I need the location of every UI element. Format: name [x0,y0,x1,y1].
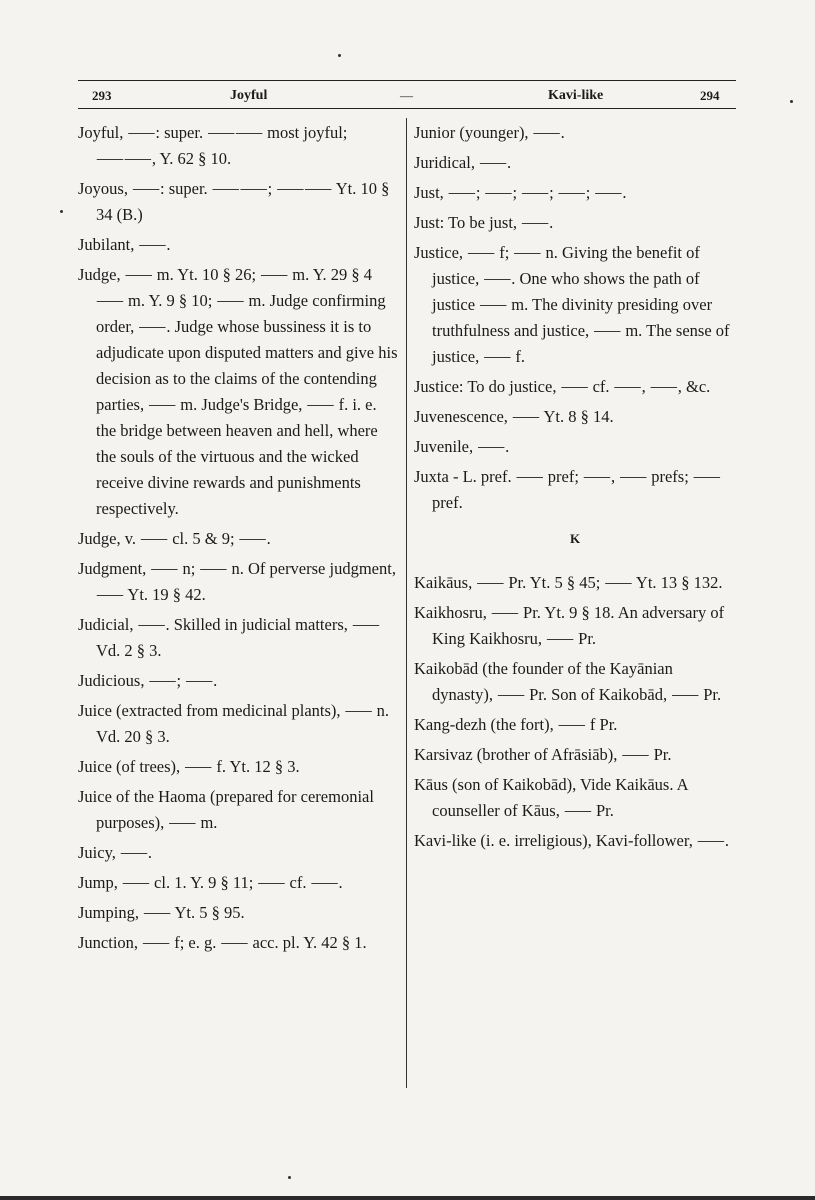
entry-karsivaz: Karsivaz (brother of Afrāsiāb), ⸺ Pr. [414,745,672,764]
entry-junior: Junior (younger), ⸺. [414,123,565,142]
entry-juice-trees: Juice (of trees), ⸺ f. Yt. 12 § 3. [78,757,300,776]
entry-juice-medicinal: Juice (extracted from medicinal plants), ⸺ n. Vd. 20 § 3. [78,701,390,746]
entry-judicial: Judicial, ⸺. Skilled in judicial matters, ⸺ Vd. 2 § 3. [78,615,380,660]
entry-kaikhosru: Kaikhosru, ⸺ Pr. Yt. 9 § 18. An adversary of King Kaikhosru, ⸺ Pr. [414,603,725,648]
scan-speck [790,100,793,103]
right-running-head: Kavi-like [548,88,604,103]
entry-justice: Justice, ⸺ f; ⸺ n. Giving the benefit of justice, ⸺. One who shows the path of justice ⸺ m. The divinity presiding over truthfulness and justice, ⸺ m. The sense of justice, ⸺ f. [414,243,730,366]
scan-speck [60,210,63,213]
entry-kaikobad: Kaikobād (the founder of the Kayānian dynasty), ⸺ Pr. Son of Kaikobād, ⸺ Pr. [414,659,722,704]
entry-junction: Junction, ⸺ f; e. g. ⸺ acc. pl. Y. 42 § 1. [78,933,367,952]
entry-judge-verb: Judge, v. ⸺ cl. 5 & 9; ⸺. [78,529,271,548]
entry-joyful: Joyful, ⸺: super. ⸺⸺ most joyful; ⸺⸺, Y. 62 § 10. [78,123,348,168]
entry-to-do-justice: Justice: To do justice, ⸺ cf. ⸺, ⸺, &c. [414,377,711,396]
entry-juvenile: Juvenile, ⸺. [414,437,510,456]
entry-kaikaus: Kaikāus, ⸺ Pr. Yt. 5 § 45; ⸺ Yt. 13 § 132. [414,573,723,592]
entry-juxta: Juxta - L. pref. ⸺ pref; ⸺, ⸺ prefs; ⸺ pref. [414,467,721,512]
entry-kavi-like: Kavi-like (i. e. irreligious), Kavi-follower, ⸺. [414,831,730,850]
left-running-head: Joyful [230,88,268,103]
header-dash: — [400,88,413,103]
entry-to-be-just: Just: To be just, ⸺. [414,213,554,232]
entry-kang-dezh: Kang-dezh (the fort), ⸺ f Pr. [414,715,618,734]
left-column [78,120,400,960]
scan-speck [288,1176,291,1179]
left-page-number: 293 [92,88,112,103]
header-rule [78,108,736,109]
column-divider [406,118,407,1088]
entry-juridical: Juridical, ⸺. [414,153,512,172]
entry-judge: Judge, ⸺ m. Yt. 10 § 26; ⸺ m. Y. 29 § 4 ⸺ m. Y. 9 § 10; ⸺ m. Judge confirming order, ⸺. Judge whose bussiness it is to adjudicate upon disputed matters and give his decision as to the claims of the contending parties, ⸺ m. Judge's Bridge, ⸺ f. i. e. the bridge between heaven and hell, where the souls of the virtuous and the wicked receive divine rewards and punishments respectively. [78,265,398,518]
scan-speck [338,54,341,57]
entry-jubilant: Jubilant, ⸺. [78,235,171,254]
right-column [414,120,736,858]
top-rule [78,80,736,81]
right-page-number: 294 [700,88,720,103]
entry-just: Just, ⸺; ⸺; ⸺; ⸺; ⸺. [414,183,627,202]
entry-kaus: Kāus (son of Kaikobād), Vide Kaikāus. A counseller of Kāus, ⸺ Pr. [414,775,688,820]
entry-juice-haoma: Juice of the Haoma (prepared for ceremonial purposes), ⸺ m. [78,787,374,832]
entry-jump: Jump, ⸺ cl. 1. Y. 9 § 11; ⸺ cf. ⸺. [78,873,343,892]
scan-bottom-edge [0,1196,815,1200]
entry-juicy: Juicy, ⸺. [78,843,153,862]
entry-juvenescence: Juvenescence, ⸺ Yt. 8 § 14. [414,407,614,426]
entry-judgment: Judgment, ⸺ n; ⸺ n. Of perverse judgment, ⸺ Yt. 19 § 42. [78,559,396,604]
entry-joyous: Joyous, ⸺: super. ⸺⸺; ⸺⸺ Yt. 10 § 34 (B.) [78,179,390,224]
entry-jumping: Jumping, ⸺ Yt. 5 § 95. [78,903,245,922]
section-letter-k: K [569,531,581,546]
entry-judicious: Judicious, ⸺; ⸺. [78,671,218,690]
